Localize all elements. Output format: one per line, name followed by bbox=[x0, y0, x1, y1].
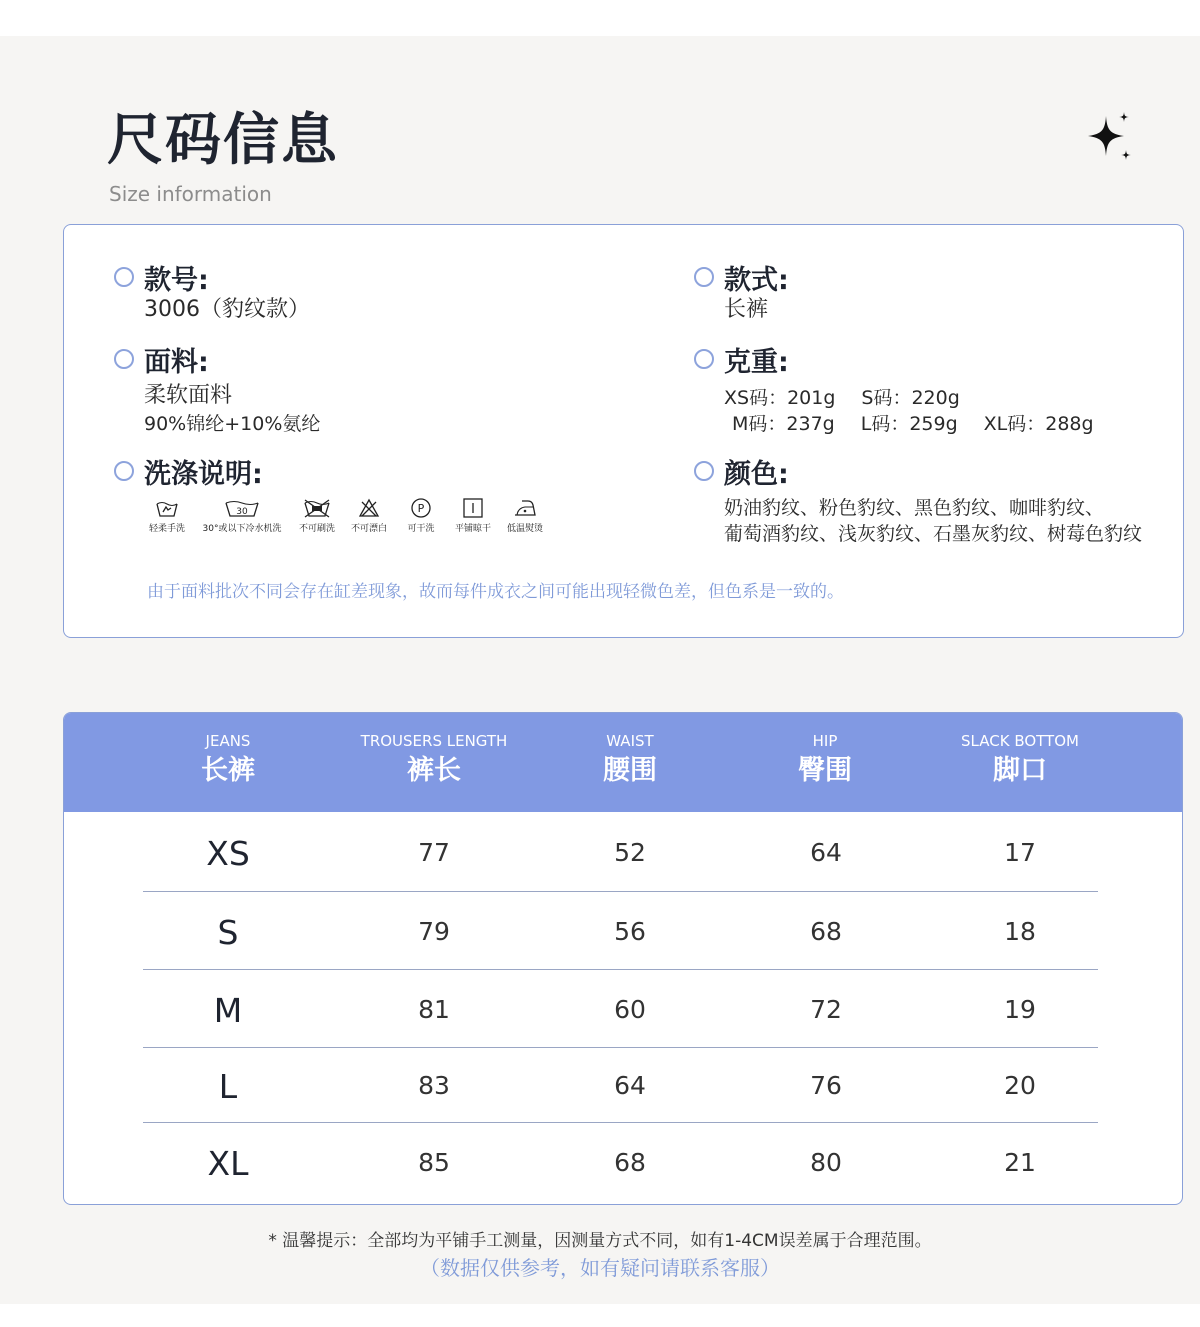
machine-wash-30-symbol: 30 bbox=[236, 507, 248, 517]
low-iron-text: 低温熨烫 bbox=[506, 524, 543, 534]
length-cell: 81 bbox=[418, 995, 450, 1024]
style-number-field bbox=[114, 259, 310, 325]
hip-cell: 64 bbox=[810, 838, 842, 867]
gentle-hand-wash-item bbox=[144, 497, 190, 534]
measurement-tip: * 温馨提示：全部均为平铺手工测量，因测量方式不同，如有1-4CM误差属于合理范围。 bbox=[268, 1231, 932, 1251]
product-info-card bbox=[63, 224, 1184, 638]
fabric-field bbox=[114, 341, 320, 437]
no-brush-icon bbox=[302, 498, 332, 518]
hip-cell: 80 bbox=[810, 1148, 842, 1177]
weight-s: S码：220g bbox=[861, 387, 960, 409]
hip-cell: 72 bbox=[810, 995, 842, 1024]
column-header-en: HIP bbox=[812, 732, 838, 750]
bullet-ring-icon bbox=[694, 461, 714, 481]
column-header-slack-bottom bbox=[920, 731, 1120, 789]
style-number-value: 3006（豹纹款） bbox=[144, 297, 310, 322]
bullet-ring-icon bbox=[694, 267, 714, 287]
fabric-composition: 90%锦纶+10%氨纶 bbox=[144, 413, 321, 435]
page-title: 尺码信息 bbox=[107, 108, 339, 173]
bullet-ring-icon bbox=[114, 461, 134, 481]
slack-bottom-cell: 18 bbox=[1004, 917, 1036, 946]
fabric-label: 面料: bbox=[144, 346, 209, 378]
size-cell: XL bbox=[207, 1144, 249, 1183]
style-type-value: 长裤 bbox=[724, 297, 769, 322]
column-header-jeans bbox=[128, 731, 328, 789]
bullet-ring-icon bbox=[694, 349, 714, 369]
bullet-ring-icon bbox=[114, 267, 134, 287]
colors-field bbox=[694, 453, 1142, 547]
length-cell: 79 bbox=[418, 917, 450, 946]
no-brush-text: 不可刷洗 bbox=[298, 524, 335, 534]
row-divider bbox=[143, 891, 1098, 892]
no-bleach-icon bbox=[358, 498, 380, 518]
color-list-line-1: 奶油豹纹、粉色豹纹、黑色豹纹、咖啡豹纹、 bbox=[724, 497, 1105, 519]
weight-l: L码：259g bbox=[860, 413, 958, 435]
column-header-en: WAIST bbox=[606, 732, 654, 750]
reference-disclaimer: （数据仅供参考，如有疑问请联系客服） bbox=[420, 1256, 780, 1280]
size-table bbox=[63, 712, 1183, 1205]
waist-cell: 52 bbox=[614, 838, 646, 867]
weight-xs: XS码：201g bbox=[724, 387, 836, 409]
size-cell: M bbox=[213, 991, 243, 1030]
waist-cell: 56 bbox=[614, 917, 646, 946]
length-cell: 83 bbox=[418, 1071, 450, 1100]
dry-clean-icon bbox=[410, 497, 432, 519]
page-subtitle: Size information bbox=[109, 182, 272, 206]
washing-field bbox=[114, 453, 548, 534]
dry-clean-item bbox=[398, 497, 444, 534]
gentle-hand-wash-text: 轻柔手洗 bbox=[148, 524, 185, 534]
machine-wash-30-item bbox=[196, 497, 288, 534]
column-header-cn: 脚口 bbox=[993, 755, 1047, 786]
gentle-hand-wash-icon bbox=[155, 498, 179, 518]
column-header-en: JEANS bbox=[205, 732, 251, 750]
bullet-ring-icon bbox=[114, 349, 134, 369]
length-cell: 85 bbox=[418, 1148, 450, 1177]
column-header-hip bbox=[725, 731, 925, 789]
color-list bbox=[724, 495, 1142, 547]
weight-xl: XL码：288g bbox=[983, 413, 1094, 435]
hip-cell: 68 bbox=[810, 917, 842, 946]
weight-field bbox=[694, 341, 1094, 437]
style-type-label: 款式: bbox=[724, 264, 789, 296]
weight-list bbox=[724, 385, 1094, 437]
machine-wash-30-icon bbox=[224, 498, 260, 518]
machine-wash-30-text: 30°或以下冷水机洗 bbox=[202, 524, 282, 534]
waist-cell: 64 bbox=[614, 1071, 646, 1100]
row-divider bbox=[143, 1047, 1098, 1048]
dry-flat-icon bbox=[462, 497, 484, 519]
no-bleach-text: 不可漂白 bbox=[350, 524, 387, 534]
sparkle-icon bbox=[1080, 110, 1136, 166]
hip-cell: 76 bbox=[810, 1071, 842, 1100]
slack-bottom-cell: 20 bbox=[1004, 1071, 1036, 1100]
weight-label: 克重: bbox=[724, 346, 789, 378]
colors-label: 颜色: bbox=[724, 458, 789, 490]
slack-bottom-cell: 17 bbox=[1004, 838, 1036, 867]
no-bleach-item bbox=[346, 497, 392, 534]
column-header-cn: 长裤 bbox=[201, 755, 255, 786]
row-divider bbox=[143, 1122, 1098, 1123]
style-type-field bbox=[694, 259, 789, 325]
size-cell: S bbox=[217, 913, 239, 952]
size-table-header bbox=[64, 713, 1183, 812]
no-brush-item bbox=[294, 497, 340, 534]
care-icon-list bbox=[144, 497, 548, 534]
slack-bottom-cell: 19 bbox=[1004, 995, 1036, 1024]
column-header-en: SLACK BOTTOM bbox=[961, 732, 1079, 750]
weight-m: M码：237g bbox=[732, 413, 835, 435]
length-cell: 77 bbox=[418, 838, 450, 867]
column-header-cn: 裤长 bbox=[407, 755, 461, 786]
dry-flat-text: 平铺晾干 bbox=[454, 524, 491, 534]
size-cell: XS bbox=[206, 834, 250, 873]
size-cell: L bbox=[218, 1067, 238, 1106]
column-header-en: TROUSERS LENGTH bbox=[360, 732, 508, 750]
size-info-page bbox=[0, 36, 1200, 1304]
fabric-value: 柔软面料 bbox=[144, 383, 233, 408]
slack-bottom-cell: 21 bbox=[1004, 1148, 1036, 1177]
color-list-line-2: 葡萄酒豹纹、浅灰豹纹、石墨灰豹纹、树莓色豹纹 bbox=[724, 523, 1143, 545]
color-variance-note: 由于面料批次不同会存在缸差现象，故而每件成衣之间可能出现轻微色差，但色系是一致的。 bbox=[147, 582, 844, 602]
dry-clean-symbol: P bbox=[417, 502, 425, 515]
style-number-label: 款号: bbox=[144, 264, 209, 296]
dry-flat-item bbox=[450, 497, 496, 534]
column-header-cn: 臀围 bbox=[798, 755, 852, 786]
waist-cell: 60 bbox=[614, 995, 646, 1024]
dry-clean-text: 可干洗 bbox=[407, 524, 435, 534]
row-divider bbox=[143, 969, 1098, 970]
low-iron-item bbox=[502, 497, 548, 534]
column-header-trousers-length bbox=[334, 731, 534, 789]
low-iron-icon bbox=[513, 498, 537, 518]
waist-cell: 68 bbox=[614, 1148, 646, 1177]
column-header-cn: 腰围 bbox=[603, 755, 657, 786]
washing-label: 洗涤说明: bbox=[144, 458, 263, 490]
column-header-waist bbox=[530, 731, 730, 789]
